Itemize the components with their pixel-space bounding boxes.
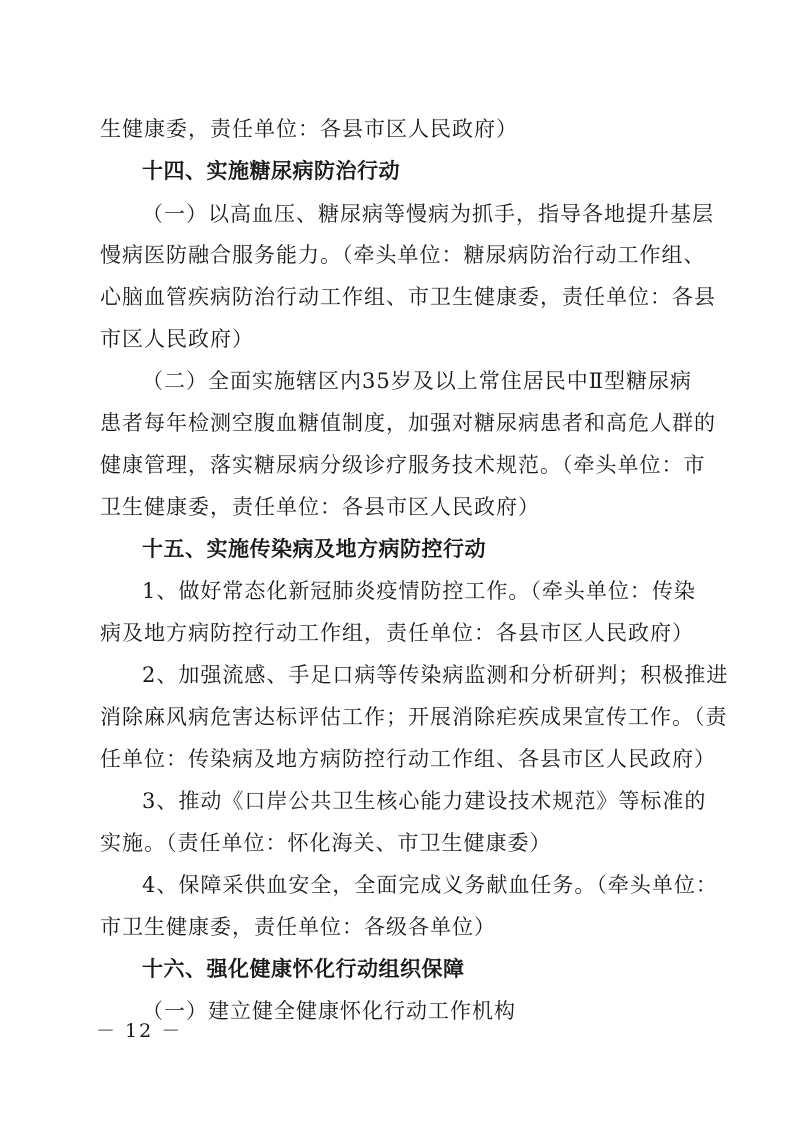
body-text-line: 市卫生健康委，责任单位：各级各单位）	[100, 915, 496, 939]
body-text-line: 卫生健康委，责任单位：各县市区人民政府）	[100, 495, 540, 519]
paragraph-first-line: 4、保障采供血安全，全面完成义务献血任务。（牵头单位：	[142, 873, 718, 897]
section-heading: 十六、强化健康怀化行动组织保障	[142, 957, 465, 981]
body-text-line: 慢病医防融合服务能力。（牵头单位：糖尿病防治行动工作组、	[100, 243, 706, 267]
body-text-line: 患者每年检测空腹血糖值制度，加强对糖尿病患者和高危人群的	[100, 411, 716, 435]
body-text-line: 心脑血管疾病防治行动工作组、市卫生健康委，责任单位：各县	[100, 285, 716, 309]
body-text-line: 健康管理，落实糖尿病分级诊疗服务技术规范。（牵头单位：市	[100, 453, 706, 477]
body-text-line: 消除麻风病危害达标评估工作；开展消除疟疾成果宣传工作。（责	[100, 705, 728, 729]
paragraph-first-line: （一）以高血压、糖尿病等慢病为抓手，指导各地提升基层	[142, 202, 714, 226]
paragraph-first-line: （一）建立健全健康怀化行动工作机构	[142, 999, 516, 1023]
body-text-line: 病及地方病防控行动工作组，责任单位：各县市区人民政府）	[100, 621, 694, 645]
body-text-line: 任单位：传染病及地方病防控行动工作组、各县市区人民政府）	[100, 747, 716, 771]
page-number: － 12 －	[96, 1020, 183, 1042]
section-heading: 十四、实施糖尿病防治行动	[142, 159, 400, 183]
paragraph-first-line: （二）全面实施辖区内35岁及以上常住居民中Ⅱ型糖尿病	[142, 369, 692, 393]
paragraph-first-line: 3、推动《口岸公共卫生核心能力建设技术规范》等标准的	[142, 789, 707, 813]
paragraph-first-line: 2、加强流感、手足口病等传染病监测和分析研判；积极推进	[142, 663, 729, 687]
body-text-line: 实施。（责任单位：怀化海关、市卫生健康委）	[100, 831, 552, 855]
body-text-line: 市区人民政府）	[100, 327, 254, 351]
body-text-line: 生健康委，责任单位：各县市区人民政府）	[100, 117, 518, 141]
section-heading: 十五、实施传染病及地方病防控行动	[142, 537, 486, 561]
paragraph-first-line: 1、做好常态化新冠肺炎疫情防控工作。（牵头单位：传染	[142, 579, 696, 603]
